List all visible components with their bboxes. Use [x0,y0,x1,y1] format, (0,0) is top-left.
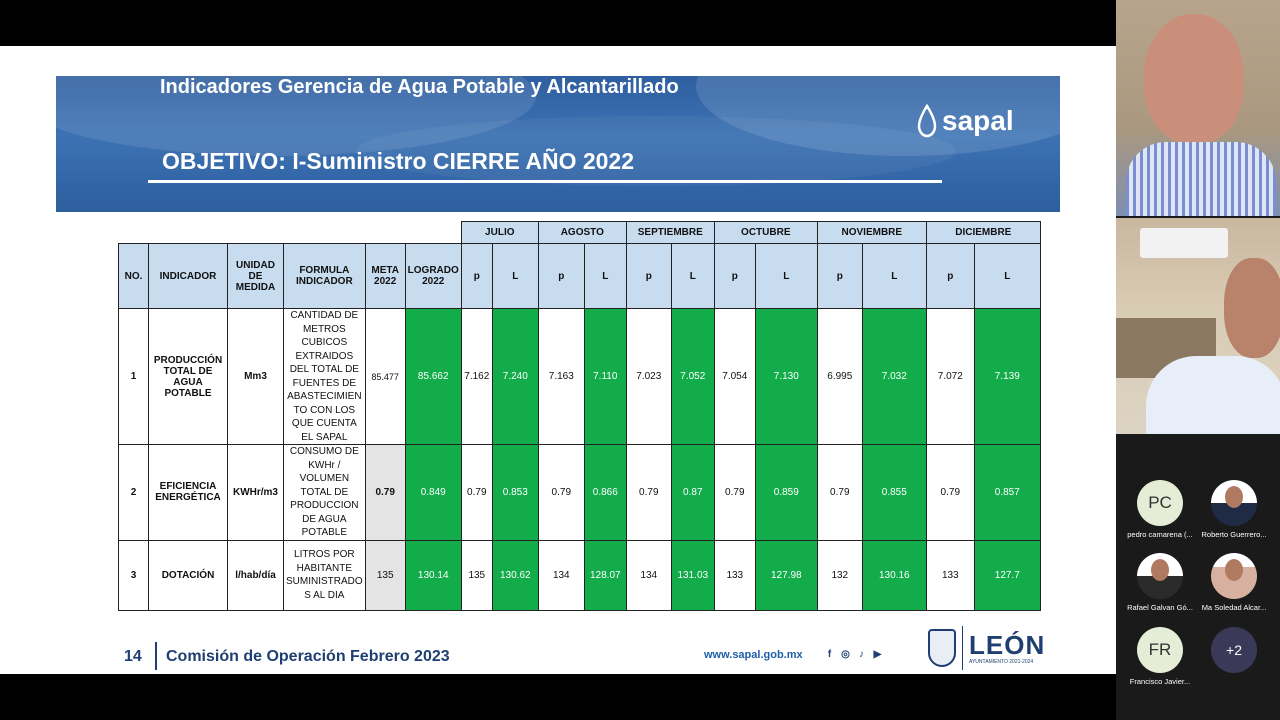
participant-name: Roberto Guerrero... [1201,530,1267,539]
cell-p: 0.79 [538,445,584,541]
sapal-logo-text: sapal [942,105,1014,136]
month-header: JULIO [461,222,538,244]
footer-title: Comisión de Operación Febrero 2023 [166,648,450,665]
month-header: AGOSTO [538,222,626,244]
leon-subtitle: AYUNTAMIENTO 2021-2024 [969,658,1034,665]
participant-name: Ma Soledad Alcar... [1201,603,1267,612]
presentation-slide [0,46,1116,674]
leon-crest-icon [928,629,956,667]
header-l: L [974,244,1040,309]
participant-video-tile[interactable] [1116,218,1280,434]
month-header-row [119,222,1041,244]
participant-shirt [1146,356,1280,434]
row-unit: Mm3 [228,309,284,445]
youtube-icon: ▶ [873,649,882,660]
instagram-icon: ◎ [841,649,850,660]
month-header: DICIEMBRE [926,222,1040,244]
header-l: L [671,244,714,309]
cell-l: 130.16 [862,540,926,610]
cell-p: 133 [926,540,974,610]
header-unidad: UNIDAD DE MEDIDA [228,244,284,309]
sapal-logo [916,104,1014,138]
cell-l: 0.859 [755,445,817,541]
row-number: 3 [119,540,149,610]
cell-l: 0.866 [584,445,626,541]
month-header: NOVIEMBRE [817,222,926,244]
cell-p: 7.162 [461,309,492,445]
cell-l: 128.07 [584,540,626,610]
participant-avatar: PC [1137,480,1183,526]
participant-face [1144,14,1244,144]
header-no: NO. [119,244,149,309]
participant-name: Francisco Javier... [1129,677,1191,686]
month-header: SEPTIEMBRE [626,222,714,244]
leon-divider [962,626,963,670]
header-p: p [626,244,671,309]
participants-panel [1116,0,1280,720]
participant-tile[interactable] [1120,480,1200,539]
participant-name: pedro camarena (... [1127,530,1193,539]
header-p: p [538,244,584,309]
cell-p: 0.79 [926,445,974,541]
air-conditioner [1140,228,1228,258]
row-meta: 85.477 [365,309,405,445]
header-indicador: INDICADOR [149,244,228,309]
twitter-icon: ♪ [859,649,864,660]
cell-l: 127.7 [974,540,1040,610]
slide-title: Indicadores Gerencia de Agua Potable y Alcantarillado [160,76,679,98]
participant-shirt [1126,142,1276,216]
participant-tile[interactable] [1120,553,1200,612]
header-meta: META 2022 [365,244,405,309]
participant-name: Rafael Galvan Gó... [1127,603,1193,612]
cell-l: 7.130 [755,309,817,445]
cell-l: 0.857 [974,445,1040,541]
facebook-icon: f [827,649,832,660]
header-l: L [584,244,626,309]
participant-face [1224,258,1280,358]
footer-divider [155,642,157,670]
participant-video-tile[interactable] [1116,0,1280,216]
row-indicator: PRODUCCIÓN TOTAL DE AGUA POTABLE [149,309,228,445]
month-header: OCTUBRE [714,222,817,244]
row-unit: l/hab/día [228,540,284,610]
row-logrado: 0.849 [405,445,461,541]
cell-l: 130.62 [492,540,538,610]
social-icons [823,648,884,661]
cell-l: 7.052 [671,309,714,445]
header-p: p [926,244,974,309]
cell-l: 127.98 [755,540,817,610]
cell-p: 0.79 [817,445,862,541]
row-indicator: EFICIENCIA ENERGÉTICA [149,445,228,541]
cell-p: 0.79 [626,445,671,541]
leon-title: LEÓN [969,629,1046,660]
row-indicator: DOTACIÓN [149,540,228,610]
cell-l: 0.87 [671,445,714,541]
header-p: p [714,244,755,309]
cell-l: 7.139 [974,309,1040,445]
participant-tile[interactable] [1194,480,1274,539]
cell-p: 7.023 [626,309,671,445]
row-logrado: 85.662 [405,309,461,445]
cell-l: 7.032 [862,309,926,445]
header-l: L [755,244,817,309]
slide-banner [56,76,1060,212]
row-number: 2 [119,445,149,541]
subtitle-underline [148,180,942,183]
participant-tile[interactable] [1120,627,1200,686]
row-formula: LITROS POR HABITANTE SUMINISTRADO S AL DIA [284,540,366,610]
row-meta: 0.79 [365,445,405,541]
cell-p: 7.072 [926,309,974,445]
cell-p: 134 [538,540,584,610]
cell-p: 0.79 [461,445,492,541]
water-drop-icon [916,104,938,138]
cell-l: 7.240 [492,309,538,445]
cell-p: 6.995 [817,309,862,445]
participant-tile[interactable] [1194,553,1274,612]
indicators-table [118,221,1041,611]
cell-p: 133 [714,540,755,610]
cell-p: 7.163 [538,309,584,445]
slide-subtitle: OBJETIVO: I-Suministro CIERRE AÑO 2022 [162,148,635,174]
participant-avatar [1211,553,1257,599]
row-formula: CANTIDAD DE METROS CUBICOS EXTRAIDOS DEL TOTAL DE FUENTES DE ABASTECIMIEN TO CON LOS QUE CUENTA EL SAPAL [284,309,366,445]
column-header-row [119,244,1041,309]
more-participants-count: +2 [1211,627,1257,673]
table-row [119,309,1041,445]
leon-logo [928,626,1045,670]
participant-avatar [1137,553,1183,599]
cell-l: 7.110 [584,309,626,445]
participant-avatar: FR [1137,627,1183,673]
table-row [119,540,1041,610]
footer-url: www.sapal.gob.mx [704,649,803,661]
cell-l: 131.03 [671,540,714,610]
row-unit: KWHr/m3 [228,445,284,541]
page-number: 14 [124,648,142,665]
cell-p: 135 [461,540,492,610]
header-p: p [461,244,492,309]
row-logrado: 130.14 [405,540,461,610]
row-number: 1 [119,309,149,445]
row-formula: CONSUMO DE KWHr / VOLUMEN TOTAL DE PRODUCCION DE AGUA POTABLE [284,445,366,541]
header-logrado: LOGRADO 2022 [405,244,461,309]
header-p: p [817,244,862,309]
header-formula: FORMULA INDICADOR [284,244,366,309]
cell-p: 7.054 [714,309,755,445]
cell-p: 132 [817,540,862,610]
cell-p: 134 [626,540,671,610]
header-l: L [492,244,538,309]
row-meta: 135 [365,540,405,610]
cell-l: 0.853 [492,445,538,541]
header-l: L [862,244,926,309]
more-participants-button[interactable] [1194,627,1274,673]
participant-avatar [1211,480,1257,526]
table-row [119,445,1041,541]
cell-p: 0.79 [714,445,755,541]
cell-l: 0.855 [862,445,926,541]
